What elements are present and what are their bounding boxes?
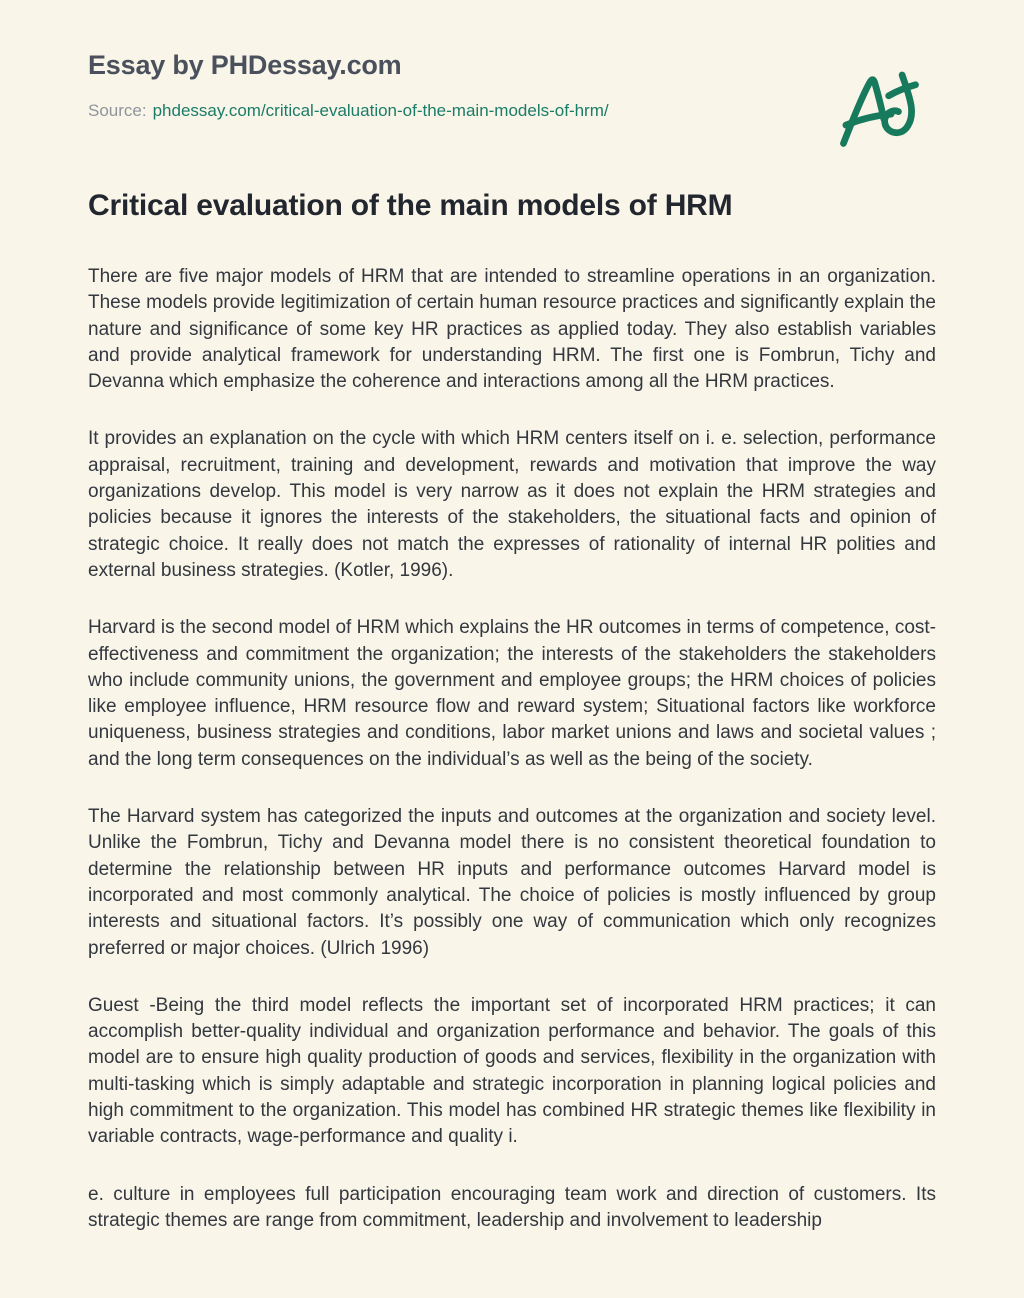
essay-paragraph-2: It provides an explanation on the cycle with which HRM centers itself on i. e. selection, performance appraisal, recruitment, training and development, rewards and motivation that improve the way organizations develop. This model is very narrow as it does not explain the HRM strategies and policies because it ignores the interests of the stakeholders, the situational facts and opinion of strategic choice. It really does not match the expresses of rationality of internal HR polities and external business strategies. (Kotler, 1996).	[88, 428, 936, 581]
source-label: Source:	[88, 101, 147, 120]
source-line	[88, 101, 936, 121]
essay-body	[88, 264, 936, 1234]
page-header	[88, 50, 936, 121]
essay-paragraph-5: Guest -Being the third model reflects the important set of incorporated HRM practices; it can accomplish better-quality individual and organization performance and behavior. The goals of this model are to ensure high quality production of goods and services, flexibility in the organization with multi-tasking which is simply adaptable and strategic incorporation in planning logical policies and high commitment to the organization. This model has combined HR strategic themes like flexibility in variable contracts, wage-performance and quality i.	[88, 994, 936, 1148]
essay-paragraph-6: e. culture in employees full participation encouraging team work and direction of customers. Its strategic themes are range from commitment, leadership and involvement to leadership	[88, 1183, 936, 1231]
essay-paragraph-4: The Harvard system has categorized the inputs and outcomes at the organization and society level. Unlike the Fombrun, Tichy and Devanna model there is no consistent theoretical foundation to determine the relationship between HR inputs and performance outcomes Harvard model is incorporated and most commonly analytical. The choice of policies is mostly influenced by group interests and situational factors. It’s possibly one way of communication which only recognizes preferred or major choices. (Ulrich 1996)	[88, 806, 936, 959]
essay-paragraph-1: There are five major models of HRM that are intended to streamline operations in an organization. These models provide legitimization of certain human resource practices and significantly explain the nature and significance of some key HR practices as applied today. They also establish variables and provide analytical framework for understanding HRM. The first one is Fombrun, Tichy and Devanna which emphasize the coherence and interactions among all the HRM practices.	[88, 266, 936, 393]
essay-paragraph-3: Harvard is the second model of HRM which explains the HR outcomes in terms of competence, cost-effectiveness and commitment the organization; the interests of the stakeholders the stakeholders who include community unions, the government and employee groups; the HRM choices of policies like employee influence, HRM resource flow and reward system; Situational factors like workforce uniqueness, business strategies and conditions, labor market unions and laws and societal values ; and the long term consequences on the individual’s as well as the being of the society.	[88, 617, 936, 770]
a-plus-logo-icon	[830, 53, 940, 163]
essay-title: Critical evaluation of the main models of HRM	[88, 189, 733, 222]
source-link[interactable]: phdessay.com/critical-evaluation-of-the-main-models-of-hrm/	[152, 101, 609, 120]
site-title: Essay by PHDessay.com	[88, 50, 402, 80]
